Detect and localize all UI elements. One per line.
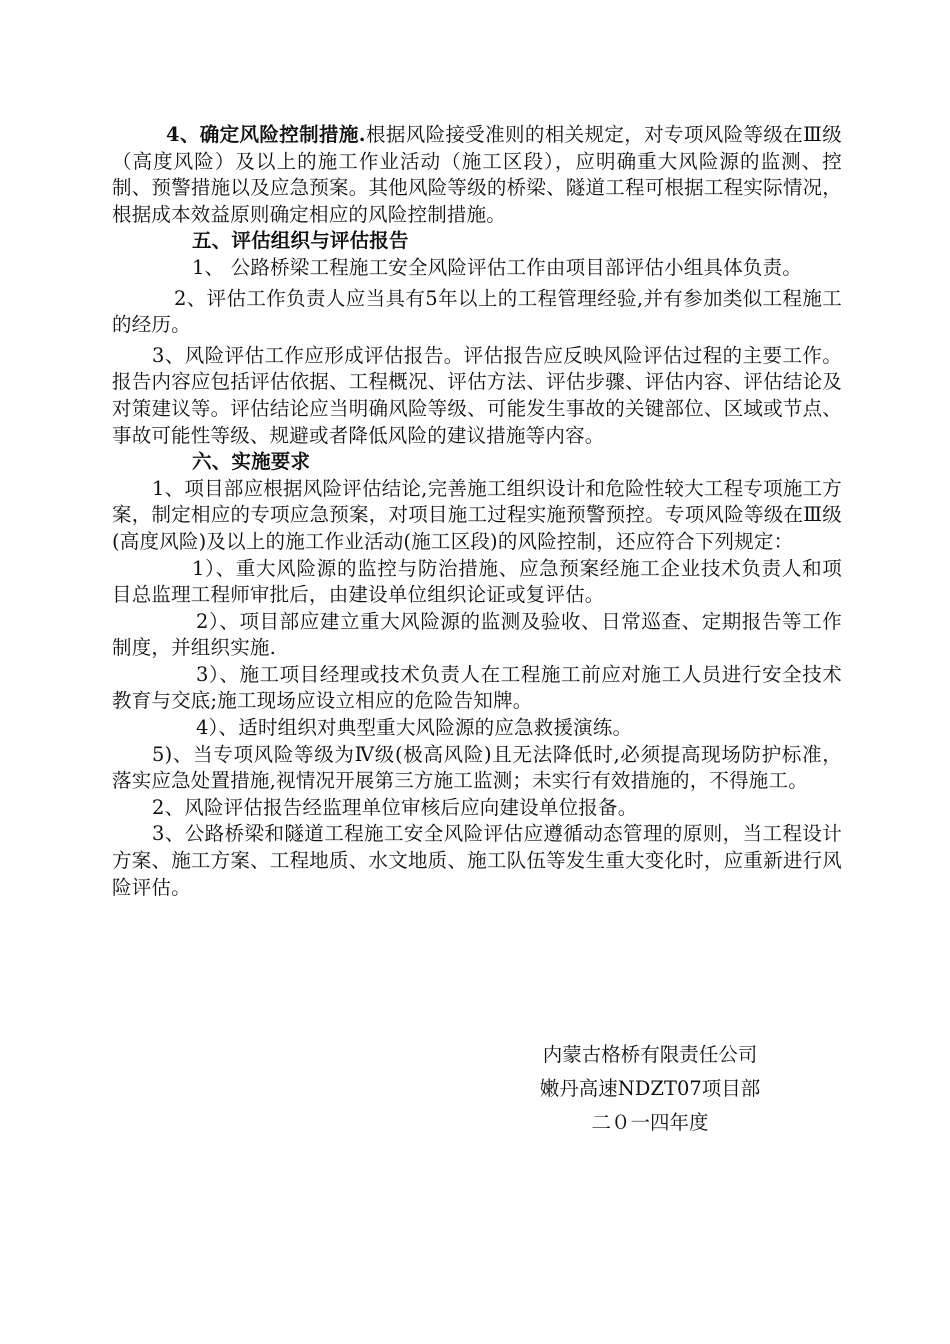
signature-project: 嫩丹高速NDZT07项目部 [539,1077,761,1100]
signature-year: 二０一四年度 [591,1111,709,1134]
paragraph-implementation-1-2: 2）、项目部应建立重大风险源的监测及验收、日常巡查、定期报告等工作制度，并组织实施. [112,609,842,660]
paragraph-implementation-1: 1、项目部应根据风险评估结论,完善施工组织设计和危险性较大工程专项施工方案，制定相应的专项应急预案，对项目施工过程实施预警预控。专项风险等级在Ⅲ级(高度风险)及以上的施工作业活动(施工区段)的风险控制，还应符合下列规定： [112,476,842,553]
section-heading-implementation: 六、实施要求 [192,450,311,474]
paragraph-assessment-team: 1、 公路桥梁工程施工安全风险评估工作由项目部评估小组具体负责。 [192,255,803,279]
paragraph-implementation-1-5: 5)、当专项风险等级为Ⅳ级(极高风险)且无法降低时,必须提高现场防护标准，落实应急处置措施,视情况开展第三方施工监测；未实行有效措施的，不得施工。 [112,742,842,793]
paragraph-implementation-1-3: 3）、施工项目经理或技术负责人在工程施工前应对施工人员进行安全技术教育与交底;施工现场应设立相应的危险告知牌。 [112,662,842,713]
paragraph-text: 根据风险接受准则的相关规定，对专项风险等级在Ⅲ级（高度风险）及以上的施工作业活动（施工区段），应明确重大风险源的监测、控制、预警措施以及应急预案。其他风险等级的桥梁、隧道工程可根据工程实际情况，根据成本效益原则确定相应的风险控制措施。 [112,123,843,226]
document-body [112,122,842,901]
paragraph-implementation-2: 2、风险评估报告经监理单位审核后应向建设单位报备。 [152,795,638,819]
paragraph-assessment-report: 3、风险评估工作应形成评估报告。评估报告应反映风险评估过程的主要工作。报告内容应包括评估依据、工程概况、评估方法、评估步骤、评估内容、评估结论及对策建议等。评估结论应当明确风险等级、可能发生事故的关键部位、区域或节点、事故可能性等级、规避或者降低风险的建议措施等内容。 [112,343,842,447]
paragraph-implementation-3: 3、公路桥梁和隧道工程施工安全风险评估应遵循动态管理的原则，当工程设计方案、施工方案、工程地质、水文地质、施工队伍等发生重大变化时，应重新进行风险评估。 [112,822,842,899]
paragraph-lead-title: 4、确定风险控制措施. [166,123,366,146]
signature-block [480,1038,820,1140]
signature-company: 内蒙古格桥有限责任公司 [542,1043,758,1066]
section-heading-assessment-organization: 五、评估组织与评估报告 [192,229,409,253]
paragraph-assessment-leader: 2、评估工作负责人应当具有5年以上的工程管理经验,并有参加类似工程施工的经历。 [112,286,842,337]
paragraph-implementation-1-1: 1）、重大风险源的监控与防治措施、应急预案经施工企业技术负责人和项目总监理工程师审批后，由建设单位组织论证或复评估。 [112,556,842,607]
paragraph-risk-control-measures [112,122,842,228]
paragraph-implementation-1-4: 4）、适时组织对典型重大风险源的应急救援演练。 [196,716,633,740]
